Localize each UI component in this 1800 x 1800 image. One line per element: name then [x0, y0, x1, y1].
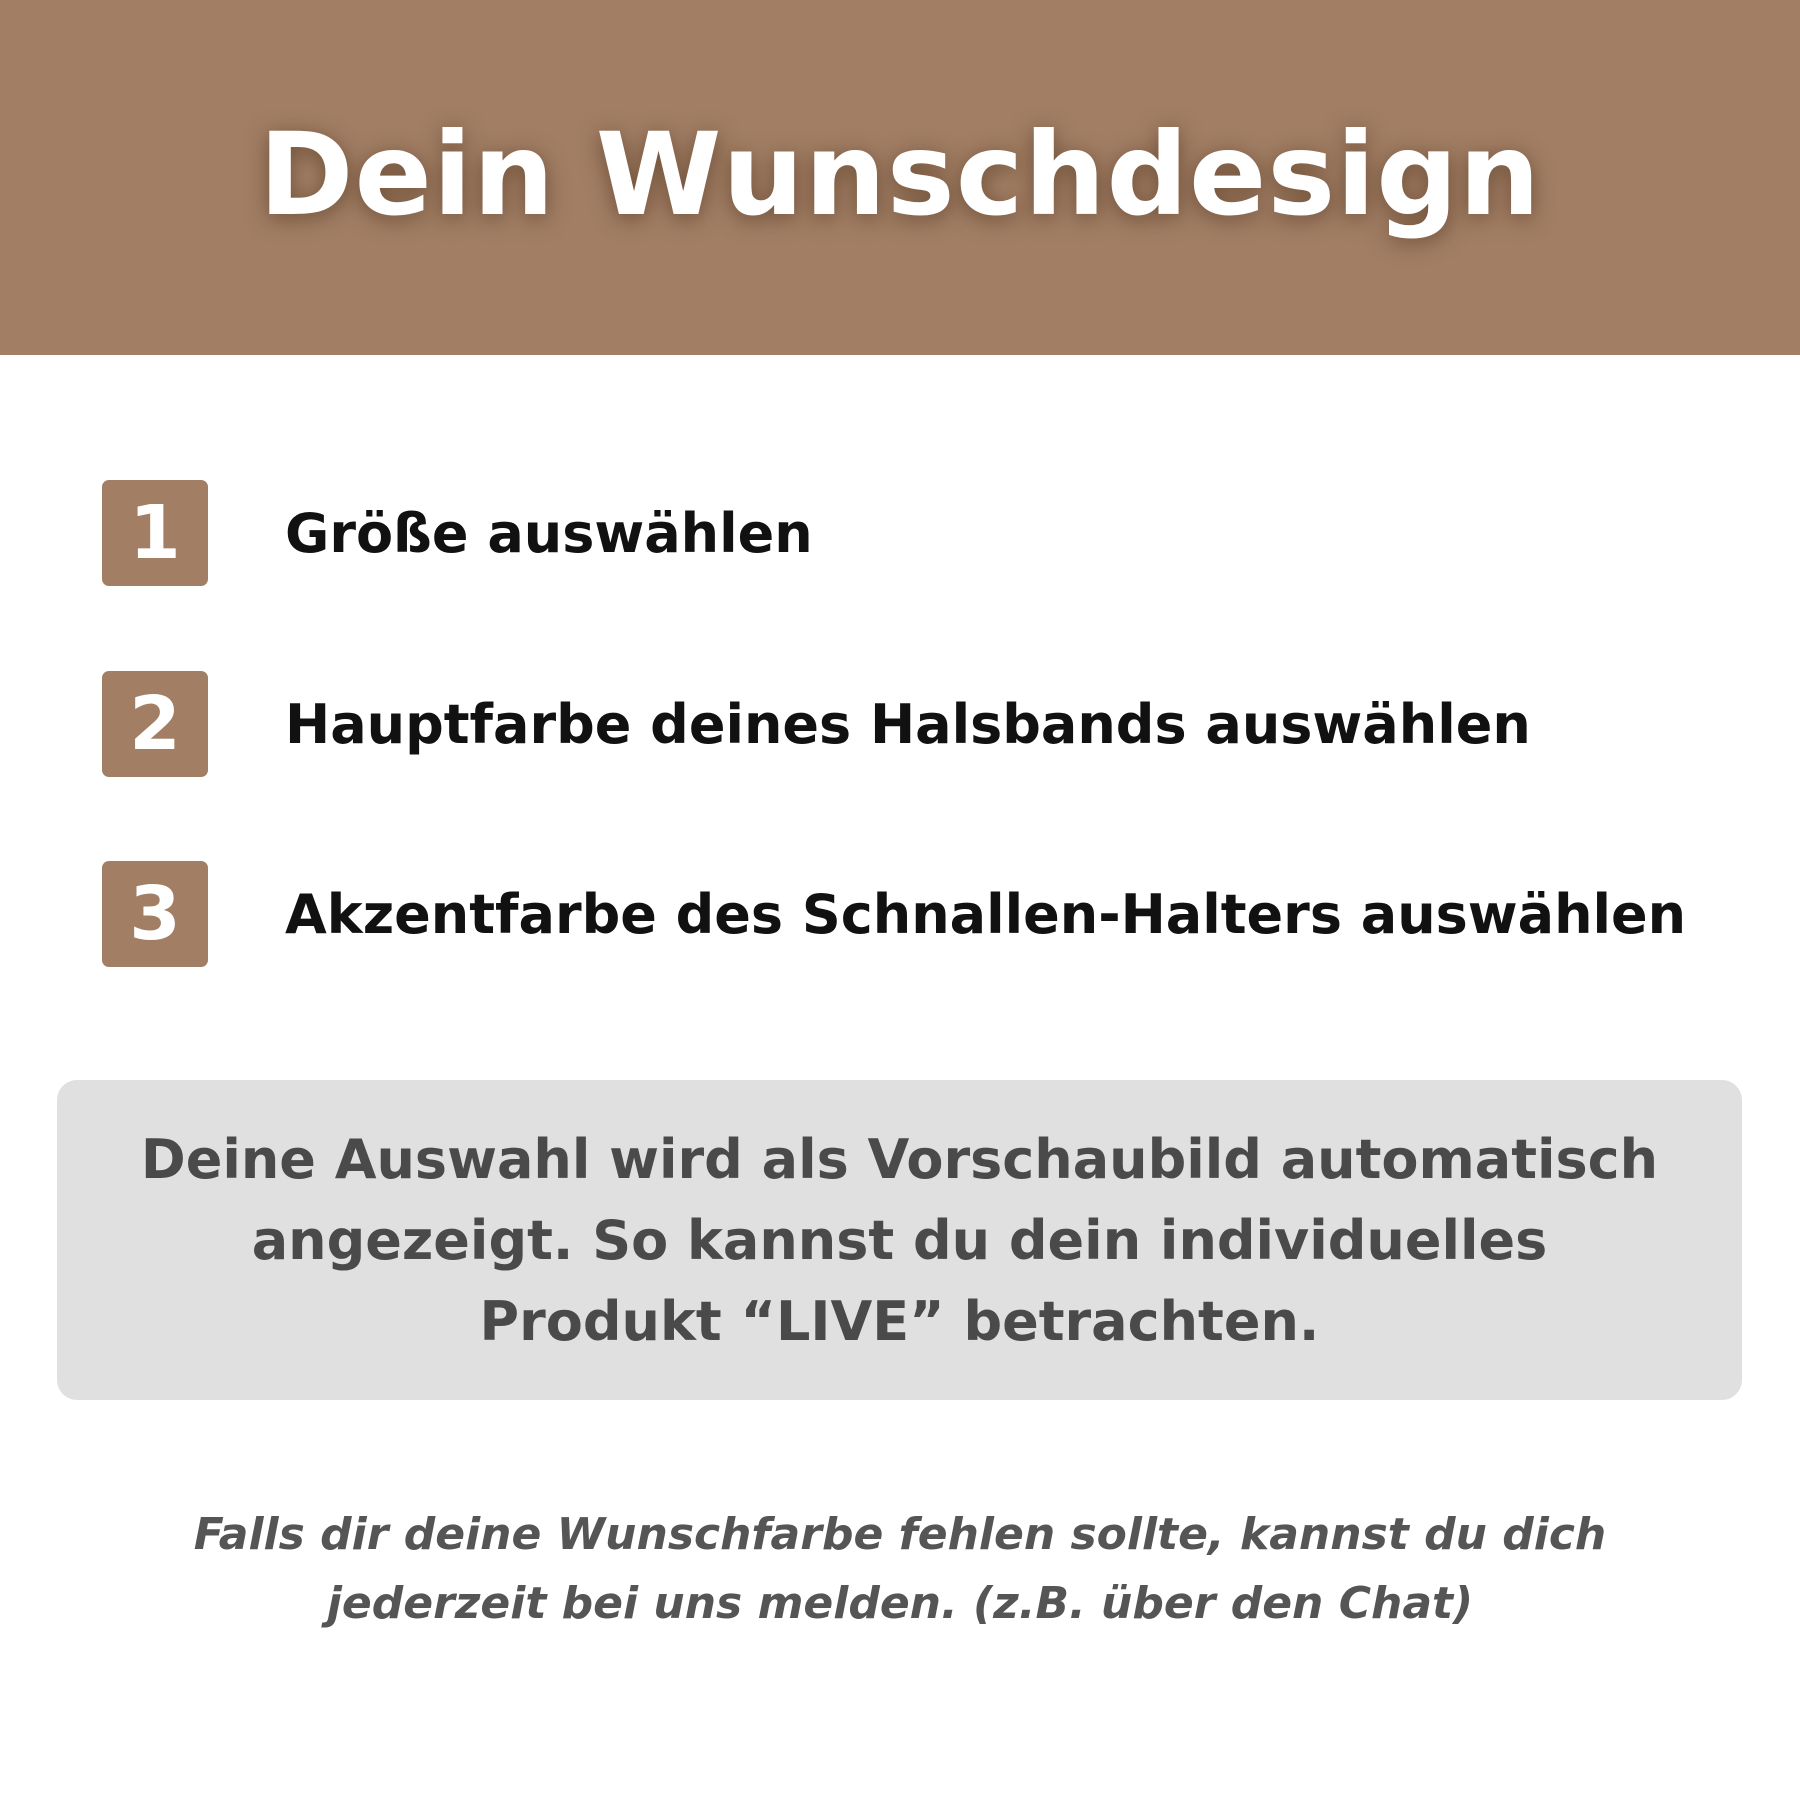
step-label: Akzentfarbe des Schnallen-Halters auswählen [285, 882, 1687, 946]
contact-footnote: Falls dir deine Wunschfarbe fehlen sollte, kannst du dich jederzeit bei uns melden. (z.B. über den Chat) [193, 1509, 1607, 1629]
step-item-accent-color [102, 861, 1686, 967]
step-label: Hauptfarbe deines Halsbands auswählen [285, 692, 1531, 756]
preview-info-text: Deine Auswahl wird als Vorschaubild automatisch angezeigt. So kannst du dein individuelles Produkt “LIVE” betrachten. [140, 1127, 1659, 1353]
step-number-badge: 3 [102, 861, 208, 967]
page-title: Dein Wunschdesign [258, 108, 1542, 241]
header-banner [0, 0, 1800, 355]
step-item-main-color [102, 671, 1531, 777]
step-number-badge: 2 [102, 671, 208, 777]
step-label: Größe auswählen [285, 501, 813, 565]
preview-info-box [57, 1080, 1742, 1400]
step-item-size [102, 480, 813, 586]
step-number-badge: 1 [102, 480, 208, 586]
